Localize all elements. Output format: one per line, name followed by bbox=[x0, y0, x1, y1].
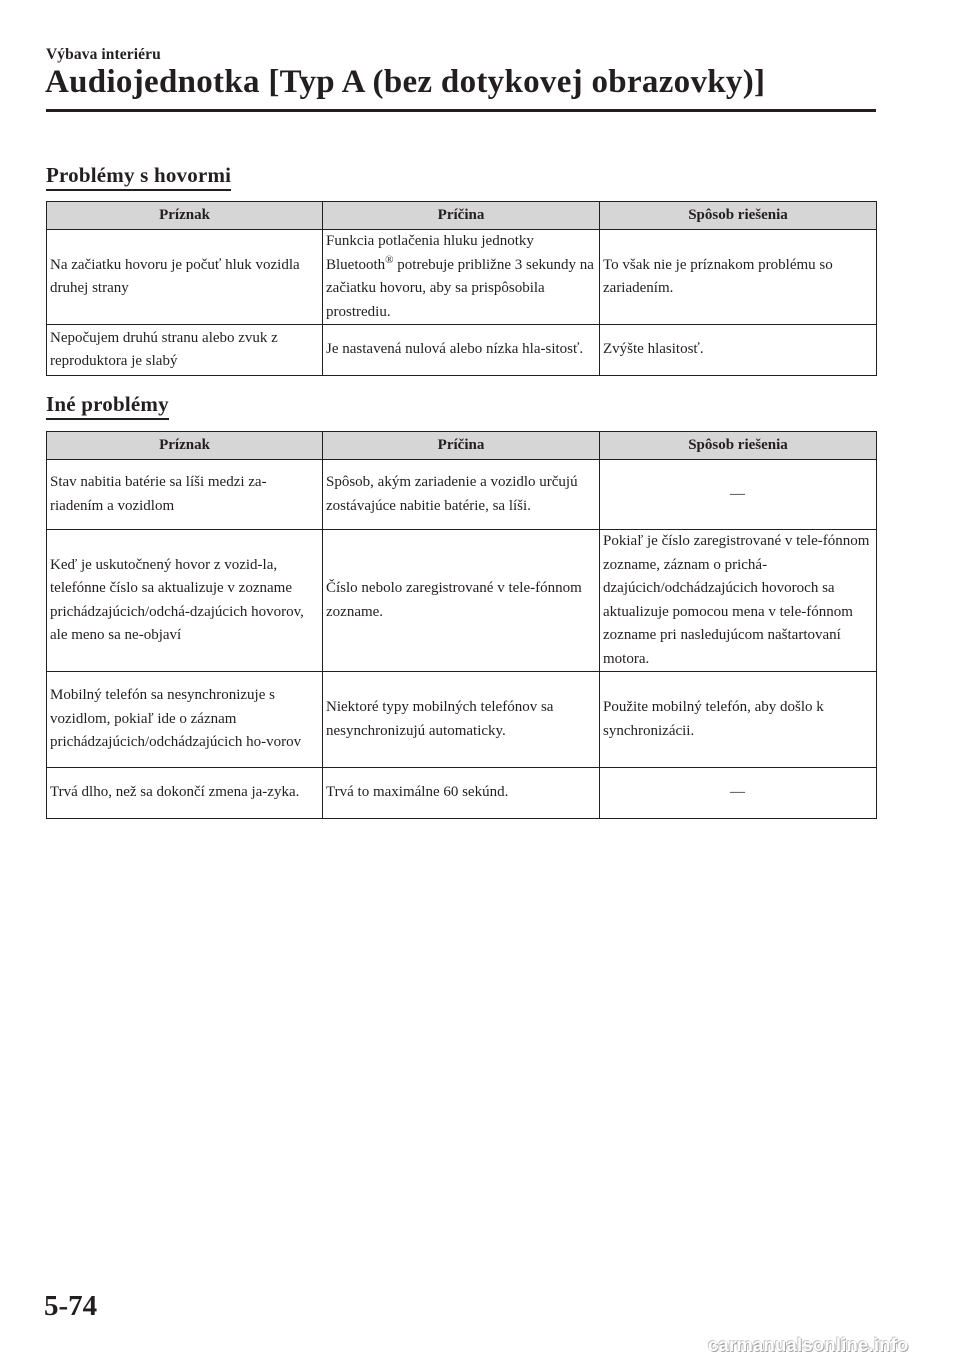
solution-cell: — bbox=[600, 460, 877, 530]
other-problems-table bbox=[46, 431, 877, 819]
cause-text: Funkcia potlačenia hluku jednotky Bluetooth bbox=[326, 233, 534, 273]
table-row bbox=[47, 325, 877, 376]
column-header-solution: Spôsob riešenia bbox=[600, 432, 877, 460]
column-header-cause: Príčina bbox=[323, 202, 600, 230]
section-heading-call-problems: Problémy s hovormi bbox=[46, 163, 231, 191]
page-title: Audiojednotka [Typ A (bez dotykovej obrazovky)] bbox=[45, 64, 766, 100]
symptom-cell: Mobilný telefón sa nesynchronizuje s vozidlom, pokiaľ ide o záznam prichádzajúcich/odchádzajúcich ho-vorov bbox=[47, 672, 323, 768]
table-row bbox=[47, 460, 877, 530]
cause-cell bbox=[323, 230, 600, 325]
symptom-cell: Keď je uskutočnený hovor z vozid-la, telefónne číslo sa aktualizuje v zozname prichádzajúcich/odchá-dzajúcich hovorov, ale meno sa ne-objaví bbox=[47, 530, 323, 672]
column-header-symptom: Príznak bbox=[47, 432, 323, 460]
column-header-symptom: Príznak bbox=[47, 202, 323, 230]
solution-cell: — bbox=[600, 768, 877, 819]
table-header-row bbox=[47, 202, 877, 230]
symptom-cell: Nepočujem druhú stranu alebo zvuk z reproduktora je slabý bbox=[47, 325, 323, 376]
cause-cell: Niektoré typy mobilných telefónov sa nesynchronizujú automaticky. bbox=[323, 672, 600, 768]
cause-cell: Trvá to maximálne 60 sekúnd. bbox=[323, 768, 600, 819]
watermark: carmanualsonline.info bbox=[708, 1334, 909, 1355]
table-row bbox=[47, 768, 877, 819]
section-heading-other-problems: Iné problémy bbox=[46, 392, 169, 420]
title-divider bbox=[46, 109, 876, 112]
table-row bbox=[47, 672, 877, 768]
table-row bbox=[47, 530, 877, 672]
cause-text-continued: potrebuje približne 3 sekundy na začiatku hovoru, aby sa prispôsobila prostrediu. bbox=[326, 256, 594, 320]
solution-cell: Zvýšte hlasitosť. bbox=[600, 325, 877, 376]
solution-cell: Pokiaľ je číslo zaregistrované v tele-fónnom zozname, záznam o prichá-dzajúcich/odchádzajúcich hovoroch sa aktualizuje pomocou mena v tele-fónnom zozname pri nasledujúcom naštartovaní motora. bbox=[600, 530, 877, 672]
solution-cell: To však nie je príznakom problému so zariadením. bbox=[600, 230, 877, 325]
symptom-cell: Stav nabitia batérie sa líši medzi za-riadením a vozidlom bbox=[47, 460, 323, 530]
breadcrumb: Výbava interiéru bbox=[46, 46, 161, 63]
symptom-cell: Na začiatku hovoru je počuť hluk vozidla druhej strany bbox=[47, 230, 323, 325]
page-number: 5-74 bbox=[44, 1290, 98, 1322]
table-header-row bbox=[47, 432, 877, 460]
call-problems-table bbox=[46, 201, 877, 376]
cause-cell: Spôsob, akým zariadenie a vozidlo určujú zostávajúce nabitie batérie, sa líši. bbox=[323, 460, 600, 530]
column-header-cause: Príčina bbox=[323, 432, 600, 460]
solution-cell: Použite mobilný telefón, aby došlo k synchronizácii. bbox=[600, 672, 877, 768]
table-row bbox=[47, 230, 877, 325]
cause-cell: Je nastavená nulová alebo nízka hla-sitosť. bbox=[323, 325, 600, 376]
registered-mark: ® bbox=[385, 253, 394, 266]
cause-cell: Číslo nebolo zaregistrované v tele-fónnom zozname. bbox=[323, 530, 600, 672]
symptom-cell: Trvá dlho, než sa dokončí zmena ja-zyka. bbox=[47, 768, 323, 819]
column-header-solution: Spôsob riešenia bbox=[600, 202, 877, 230]
